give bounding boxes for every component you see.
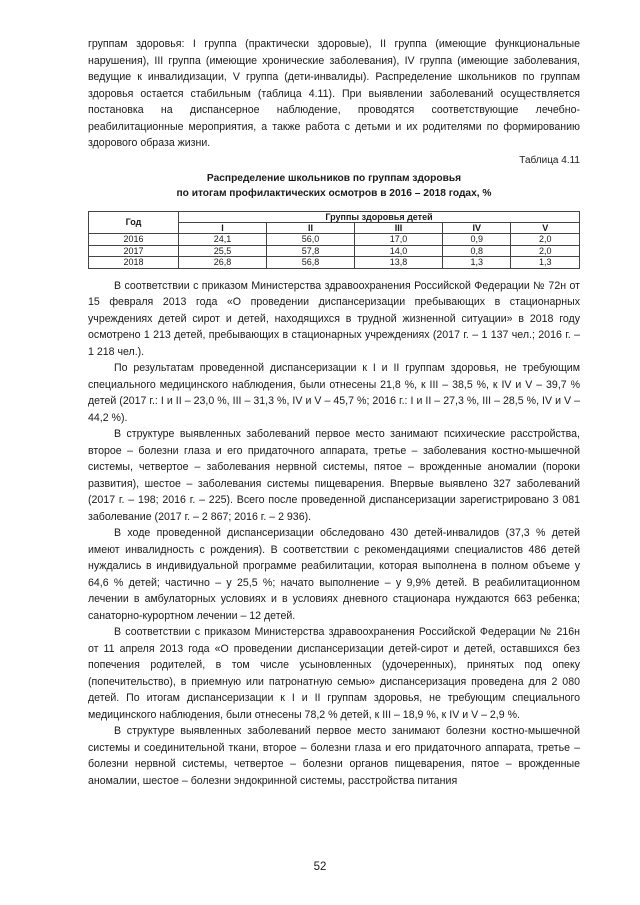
page-number: 52 bbox=[313, 861, 327, 873]
document-page bbox=[88, 36, 580, 789]
table-title bbox=[88, 171, 580, 201]
value-cell: 14,0 bbox=[355, 245, 443, 256]
paragraph-disease-structure: В структуре выявленных заболеваний первое место занимают психические расстройства, второе – болезни глаза и его придаточного аппарата, третье – заболевания костно-мышечной системы, четвертое – заболевания нервной системы, пятое – врожденные аномалии (пороки развития), шестое – заболевания системы пищеварения. Впервые выявлено 327 заболеваний (2017 г. – 198; 2016 г. – 225). Всего после проведенной диспансеризации зарегистрировано 3 081 заболевание (2017 г. – 2 867; 2016 г. – 2 936). bbox=[88, 428, 580, 523]
value-cell: 24,1 bbox=[179, 234, 267, 245]
value-cell: 26,8 bbox=[179, 257, 267, 268]
paragraph-disease-structure-orphans: В структуре выявленных заболеваний первое место занимают болезни костно-мышечной системы и соединительной ткани, второе – болезни глаза и его придаточного аппарата, третье – болезни нервной системы, четвертое – болезни органов пищеварения, пятое – врожденные аномалии, шестое – болезни эндокринной системы, расстройства питания bbox=[88, 725, 580, 787]
group-column-header: III bbox=[355, 222, 443, 233]
value-cell: 57,8 bbox=[267, 245, 355, 256]
paragraph-order-72n: В соответствии с приказом Министерства здравоохранения Российской Федерации № 72н от 15 февраля 2013 года «О проведении диспансеризации пребывающих в стационарных учреждениях детей сирот и детей, находящихся в трудной жизненной ситуации» в 2018 году осмотрено 1 213 детей, пребывающих в стационарных учреждениях (2017 г. – 1 137 чел.; 2016 г. – 1 218 чел.). bbox=[88, 279, 580, 358]
group-column-header: II bbox=[267, 222, 355, 233]
table-title-line-2: по итогам профилактических осмотров в 2016 – 2018 годах, % bbox=[176, 187, 492, 199]
table-row bbox=[89, 257, 580, 268]
value-cell: 0,9 bbox=[443, 234, 511, 245]
value-cell: 1,3 bbox=[443, 257, 511, 268]
value-cell: 25,5 bbox=[179, 245, 267, 256]
value-cell: 1,3 bbox=[511, 257, 580, 268]
group-column-header: IV bbox=[443, 222, 511, 233]
value-cell: 56,0 bbox=[267, 234, 355, 245]
paragraph-order-216n: В соответствии с приказом Министерства здравоохранения Российской Федерации № 216н от 11 апреля 2013 года «О проведении диспансеризации детей-сирот и детей, оставшихся без попечения родителей, в том числе усыновленных (удочеренных), принятых под опеку (попечительство), в приемную или патронатную семью» диспансеризация проведена для 2 080 детей. По итогам диспансеризации к I и II группам здоровья, не требующим специального медицинского наблюдения, были отнесены 78,2 % детей, к III – 18,9 %, к IV и V – 2,9 %. bbox=[88, 626, 580, 721]
value-cell: 0,8 bbox=[443, 245, 511, 256]
value-cell: 17,0 bbox=[355, 234, 443, 245]
paragraph-disabled-children: В ходе проведенной диспансеризации обследовано 430 детей-инвалидов (37,3 % детей имеют инвалидность с рождения). В соответствии с рекомендациями специалистов 486 детей нуждались в индивидуальной программе реабилитации, которая выполнена в полном объеме у 64,6 % детей; частично – у 25,5 %; начато выполнение – у 9,9% детей. В реабилитационном лечении в амбулаторных условиях и в условиях дневного стационара нуждаются 663 ребенка; санаторно-курортном лечении – 12 детей. bbox=[88, 527, 580, 622]
group-header: Группы здоровья детей bbox=[179, 211, 580, 222]
health-groups-table bbox=[88, 211, 580, 269]
year-cell: 2018 bbox=[89, 257, 179, 268]
paragraph-health-groups: группам здоровья: I группа (практически здоровые), II группа (имеющие функциональные нарушения), III группа (имеющие хронические заболевания), IV группа (имеющие заболевания, ведущие к инвалидизации, V группа (дети-инвалиды). Распределение школьников по группам здоровья остается стабильным (таблица 4.11). При выявлении заболеваний осуществляется постановка на диспансерное наблюдение, проводятся соответствующие лечебно-реабилитационные мероприятия, а также работа с детьми и их родителями по формированию здорового образа жизни. bbox=[88, 38, 580, 149]
group-column-header: V bbox=[511, 222, 580, 233]
table-label: Таблица 4.11 bbox=[519, 154, 580, 166]
table-row bbox=[89, 245, 580, 256]
table-row bbox=[89, 234, 580, 245]
year-header: Год bbox=[89, 211, 179, 234]
table-title-line-1: Распределение школьников по группам здоровья bbox=[206, 172, 462, 184]
paragraph-results-groups: По результатам проведенной диспансеризации к I и II группам здоровья, не требующим специального медицинского наблюдения, были отнесены 21,8 %, к III – 38,5 %, к IV и V – 39,7 % детей (2017 г.: I и II – 23,0 %, III – 31,3 %, IV и V – 45,7 %; 2016 г.: I и II – 27,3 %, III – 28,5 %, IV и V – 44,2 %). bbox=[88, 362, 580, 424]
year-cell: 2016 bbox=[89, 234, 179, 245]
year-cell: 2017 bbox=[89, 245, 179, 256]
value-cell: 13,8 bbox=[355, 257, 443, 268]
group-column-header: I bbox=[179, 222, 267, 233]
value-cell: 56,8 bbox=[267, 257, 355, 268]
value-cell: 2,0 bbox=[511, 245, 580, 256]
value-cell: 2,0 bbox=[511, 234, 580, 245]
